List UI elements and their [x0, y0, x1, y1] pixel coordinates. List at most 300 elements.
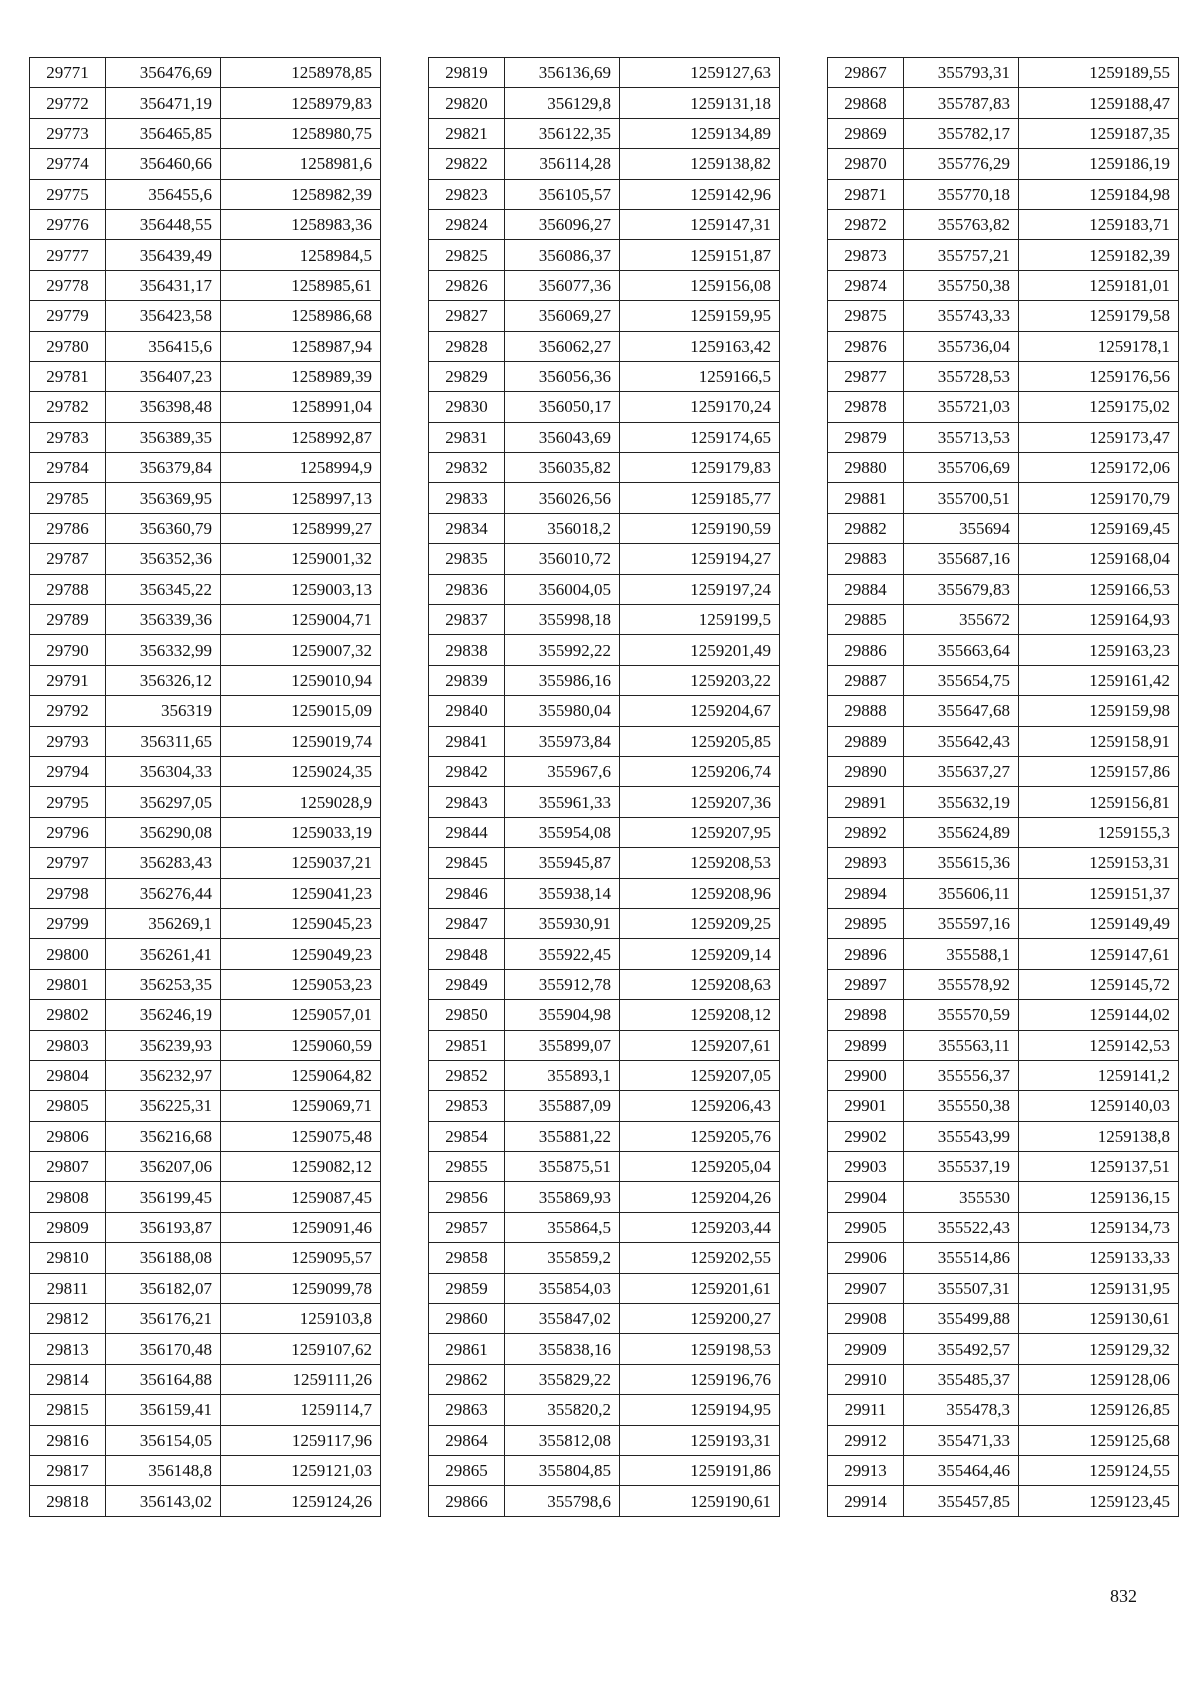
point-number-cell: 29884 — [828, 574, 904, 604]
table-row — [30, 1243, 381, 1273]
table-row — [429, 1000, 780, 1030]
table-row — [30, 605, 381, 635]
x-coordinate-cell: 355624,89 — [904, 817, 1019, 847]
y-coordinate-cell: 1259170,79 — [1019, 483, 1179, 513]
y-coordinate-cell: 1259197,24 — [620, 574, 780, 604]
point-number-cell: 29780 — [30, 331, 106, 361]
point-number-cell: 29894 — [828, 878, 904, 908]
y-coordinate-cell: 1259194,95 — [620, 1395, 780, 1425]
table-row — [429, 726, 780, 756]
x-coordinate-cell: 356225,31 — [106, 1091, 221, 1121]
table-row — [828, 878, 1179, 908]
x-coordinate-cell: 356062,27 — [505, 331, 620, 361]
x-coordinate-cell: 355961,33 — [505, 787, 620, 817]
point-number-cell: 29899 — [828, 1030, 904, 1060]
point-number-cell: 29792 — [30, 696, 106, 726]
y-coordinate-cell: 1259161,42 — [1019, 665, 1179, 695]
point-number-cell: 29844 — [429, 817, 505, 847]
y-coordinate-cell: 1259169,45 — [1019, 513, 1179, 543]
y-coordinate-cell: 1259111,26 — [221, 1364, 381, 1394]
point-number-cell: 29857 — [429, 1212, 505, 1242]
y-coordinate-cell: 1259124,26 — [221, 1486, 381, 1516]
point-number-cell: 29804 — [30, 1060, 106, 1090]
table-row — [828, 361, 1179, 391]
point-number-cell: 29912 — [828, 1425, 904, 1455]
table-row — [30, 1030, 381, 1060]
x-coordinate-cell: 355922,45 — [505, 939, 620, 969]
y-coordinate-cell: 1259133,33 — [1019, 1243, 1179, 1273]
point-number-cell: 29807 — [30, 1152, 106, 1182]
x-coordinate-cell: 355829,22 — [505, 1364, 620, 1394]
x-coordinate-cell: 356246,19 — [106, 1000, 221, 1030]
table-row — [429, 1091, 780, 1121]
table-row — [828, 1273, 1179, 1303]
x-coordinate-cell: 355578,92 — [904, 969, 1019, 999]
y-coordinate-cell: 1259196,76 — [620, 1364, 780, 1394]
y-coordinate-cell: 1259201,49 — [620, 635, 780, 665]
y-coordinate-cell: 1259121,03 — [221, 1455, 381, 1485]
point-number-cell: 29856 — [429, 1182, 505, 1212]
table-row — [30, 453, 381, 483]
y-coordinate-cell: 1259129,32 — [1019, 1334, 1179, 1364]
x-coordinate-cell: 355728,53 — [904, 361, 1019, 391]
x-coordinate-cell: 355776,29 — [904, 149, 1019, 179]
table-row — [828, 331, 1179, 361]
point-number-cell: 29786 — [30, 513, 106, 543]
table-row — [429, 574, 780, 604]
x-coordinate-cell: 355763,82 — [904, 209, 1019, 239]
table-row — [828, 1000, 1179, 1030]
point-number-cell: 29892 — [828, 817, 904, 847]
x-coordinate-cell: 356143,02 — [106, 1486, 221, 1516]
y-coordinate-cell: 1259203,22 — [620, 665, 780, 695]
point-number-cell: 29782 — [30, 392, 106, 422]
y-coordinate-cell: 1259176,56 — [1019, 361, 1179, 391]
table-row — [429, 1212, 780, 1242]
y-coordinate-cell: 1259049,23 — [221, 939, 381, 969]
table-row — [30, 878, 381, 908]
point-number-cell: 29815 — [30, 1395, 106, 1425]
y-coordinate-cell: 1259198,53 — [620, 1334, 780, 1364]
table-row — [429, 392, 780, 422]
y-coordinate-cell: 1259153,31 — [1019, 848, 1179, 878]
x-coordinate-cell: 355507,31 — [904, 1273, 1019, 1303]
y-coordinate-cell: 1259114,7 — [221, 1395, 381, 1425]
point-number-cell: 29823 — [429, 179, 505, 209]
table-row — [30, 817, 381, 847]
point-number-cell: 29902 — [828, 1121, 904, 1151]
x-coordinate-cell: 356105,57 — [505, 179, 620, 209]
x-coordinate-cell: 355757,21 — [904, 240, 1019, 270]
x-coordinate-cell: 356216,68 — [106, 1121, 221, 1151]
y-coordinate-cell: 1259019,74 — [221, 726, 381, 756]
y-coordinate-cell: 1259141,2 — [1019, 1060, 1179, 1090]
x-coordinate-cell: 355893,1 — [505, 1060, 620, 1090]
table-row — [828, 605, 1179, 635]
y-coordinate-cell: 1259202,55 — [620, 1243, 780, 1273]
x-coordinate-cell: 356332,99 — [106, 635, 221, 665]
y-coordinate-cell: 1259184,98 — [1019, 179, 1179, 209]
point-number-cell: 29836 — [429, 574, 505, 604]
point-number-cell: 29872 — [828, 209, 904, 239]
x-coordinate-cell: 356056,36 — [505, 361, 620, 391]
x-coordinate-cell: 356069,27 — [505, 301, 620, 331]
point-number-cell: 29889 — [828, 726, 904, 756]
point-number-cell: 29877 — [828, 361, 904, 391]
y-coordinate-cell: 1259209,25 — [620, 908, 780, 938]
point-number-cell: 29820 — [429, 88, 505, 118]
table-row — [30, 939, 381, 969]
point-number-cell: 29871 — [828, 179, 904, 209]
point-number-cell: 29908 — [828, 1304, 904, 1334]
x-coordinate-cell: 355770,18 — [904, 179, 1019, 209]
point-number-cell: 29805 — [30, 1091, 106, 1121]
point-number-cell: 29848 — [429, 939, 505, 969]
y-coordinate-cell: 1259199,5 — [620, 605, 780, 635]
x-coordinate-cell: 356077,36 — [505, 270, 620, 300]
table-row — [429, 1334, 780, 1364]
table-row — [30, 118, 381, 148]
x-coordinate-cell: 356043,69 — [505, 422, 620, 452]
point-number-cell: 29829 — [429, 361, 505, 391]
y-coordinate-cell: 1259187,35 — [1019, 118, 1179, 148]
x-coordinate-cell: 355713,53 — [904, 422, 1019, 452]
point-number-cell: 29799 — [30, 908, 106, 938]
table-row — [828, 574, 1179, 604]
point-number-cell: 29897 — [828, 969, 904, 999]
point-number-cell: 29846 — [429, 878, 505, 908]
y-coordinate-cell: 1259037,21 — [221, 848, 381, 878]
point-number-cell: 29831 — [429, 422, 505, 452]
table-row — [429, 88, 780, 118]
point-number-cell: 29881 — [828, 483, 904, 513]
point-number-cell: 29867 — [828, 58, 904, 88]
point-number-cell: 29779 — [30, 301, 106, 331]
y-coordinate-cell: 1259182,39 — [1019, 240, 1179, 270]
y-coordinate-cell: 1259208,63 — [620, 969, 780, 999]
y-coordinate-cell: 1259179,58 — [1019, 301, 1179, 331]
y-coordinate-cell: 1259124,55 — [1019, 1455, 1179, 1485]
point-number-cell: 29874 — [828, 270, 904, 300]
table-row — [429, 878, 780, 908]
x-coordinate-cell: 355859,2 — [505, 1243, 620, 1273]
y-coordinate-cell: 1259204,67 — [620, 696, 780, 726]
x-coordinate-cell: 356170,48 — [106, 1334, 221, 1364]
y-coordinate-cell: 1259190,59 — [620, 513, 780, 543]
point-number-cell: 29843 — [429, 787, 505, 817]
y-coordinate-cell: 1259189,55 — [1019, 58, 1179, 88]
y-coordinate-cell: 1259142,96 — [620, 179, 780, 209]
x-coordinate-cell: 355992,22 — [505, 635, 620, 665]
y-coordinate-cell: 1258989,39 — [221, 361, 381, 391]
table-row — [30, 756, 381, 786]
coordinate-table-2 — [428, 57, 780, 1517]
table-row — [828, 58, 1179, 88]
y-coordinate-cell: 1259128,06 — [1019, 1364, 1179, 1394]
point-number-cell: 29840 — [429, 696, 505, 726]
x-coordinate-cell: 356311,65 — [106, 726, 221, 756]
table-row — [30, 1425, 381, 1455]
x-coordinate-cell: 355787,83 — [904, 88, 1019, 118]
point-number-cell: 29847 — [429, 908, 505, 938]
y-coordinate-cell: 1259015,09 — [221, 696, 381, 726]
y-coordinate-cell: 1259145,72 — [1019, 969, 1179, 999]
coordinate-table-1 — [29, 57, 381, 1517]
point-number-cell: 29845 — [429, 848, 505, 878]
x-coordinate-cell: 355881,22 — [505, 1121, 620, 1151]
point-number-cell: 29879 — [828, 422, 904, 452]
point-number-cell: 29777 — [30, 240, 106, 270]
x-coordinate-cell: 355663,64 — [904, 635, 1019, 665]
table-row — [30, 1364, 381, 1394]
y-coordinate-cell: 1259130,61 — [1019, 1304, 1179, 1334]
table-row — [429, 1364, 780, 1394]
point-number-cell: 29849 — [429, 969, 505, 999]
point-number-cell: 29887 — [828, 665, 904, 695]
table-row — [30, 1182, 381, 1212]
table-row — [828, 1304, 1179, 1334]
point-number-cell: 29875 — [828, 301, 904, 331]
table-row — [30, 908, 381, 938]
x-coordinate-cell: 356297,05 — [106, 787, 221, 817]
point-number-cell: 29819 — [429, 58, 505, 88]
y-coordinate-cell: 1259007,32 — [221, 635, 381, 665]
table-row — [30, 1152, 381, 1182]
table-row — [30, 301, 381, 331]
table-row — [30, 1304, 381, 1334]
x-coordinate-cell: 355632,19 — [904, 787, 1019, 817]
table-row — [828, 1455, 1179, 1485]
point-number-cell: 29827 — [429, 301, 505, 331]
y-coordinate-cell: 1259157,86 — [1019, 756, 1179, 786]
x-coordinate-cell: 356398,48 — [106, 392, 221, 422]
x-coordinate-cell: 355687,16 — [904, 544, 1019, 574]
x-coordinate-cell: 356448,55 — [106, 209, 221, 239]
x-coordinate-cell: 356253,35 — [106, 969, 221, 999]
x-coordinate-cell: 355706,69 — [904, 453, 1019, 483]
table-row — [429, 817, 780, 847]
point-number-cell: 29783 — [30, 422, 106, 452]
y-coordinate-cell: 1259208,12 — [620, 1000, 780, 1030]
y-coordinate-cell: 1259001,32 — [221, 544, 381, 574]
y-coordinate-cell: 1259209,14 — [620, 939, 780, 969]
x-coordinate-cell: 356415,6 — [106, 331, 221, 361]
table-row — [30, 574, 381, 604]
point-number-cell: 29834 — [429, 513, 505, 543]
table-row — [429, 1030, 780, 1060]
y-coordinate-cell: 1259103,8 — [221, 1304, 381, 1334]
x-coordinate-cell: 355820,2 — [505, 1395, 620, 1425]
y-coordinate-cell: 1258992,87 — [221, 422, 381, 452]
table-row — [828, 1121, 1179, 1151]
table-row — [30, 1121, 381, 1151]
y-coordinate-cell: 1259181,01 — [1019, 270, 1179, 300]
point-number-cell: 29893 — [828, 848, 904, 878]
point-number-cell: 29860 — [429, 1304, 505, 1334]
x-coordinate-cell: 356148,8 — [106, 1455, 221, 1485]
y-coordinate-cell: 1258983,36 — [221, 209, 381, 239]
table-row — [828, 179, 1179, 209]
y-coordinate-cell: 1259053,23 — [221, 969, 381, 999]
y-coordinate-cell: 1259194,27 — [620, 544, 780, 574]
x-coordinate-cell: 356423,58 — [106, 301, 221, 331]
point-number-cell: 29837 — [429, 605, 505, 635]
x-coordinate-cell: 356352,36 — [106, 544, 221, 574]
table-row — [429, 1425, 780, 1455]
table-row — [429, 544, 780, 574]
point-number-cell: 29806 — [30, 1121, 106, 1151]
table-row — [429, 1395, 780, 1425]
x-coordinate-cell: 355912,78 — [505, 969, 620, 999]
point-number-cell: 29913 — [828, 1455, 904, 1485]
x-coordinate-cell: 355945,87 — [505, 848, 620, 878]
x-coordinate-cell: 355471,33 — [904, 1425, 1019, 1455]
x-coordinate-cell: 355485,37 — [904, 1364, 1019, 1394]
x-coordinate-cell: 356471,19 — [106, 88, 221, 118]
x-coordinate-cell: 356360,79 — [106, 513, 221, 543]
table-row — [429, 787, 780, 817]
point-number-cell: 29878 — [828, 392, 904, 422]
x-coordinate-cell: 355854,03 — [505, 1273, 620, 1303]
x-coordinate-cell: 356407,23 — [106, 361, 221, 391]
table-row — [429, 1455, 780, 1485]
point-number-cell: 29838 — [429, 635, 505, 665]
point-number-cell: 29890 — [828, 756, 904, 786]
table-row — [429, 483, 780, 513]
x-coordinate-cell: 356345,22 — [106, 574, 221, 604]
point-number-cell: 29787 — [30, 544, 106, 574]
table-row — [828, 1060, 1179, 1090]
point-number-cell: 29798 — [30, 878, 106, 908]
x-coordinate-cell: 355647,68 — [904, 696, 1019, 726]
x-coordinate-cell: 356086,37 — [505, 240, 620, 270]
y-coordinate-cell: 1259125,68 — [1019, 1425, 1179, 1455]
table-row — [828, 513, 1179, 543]
x-coordinate-cell: 355522,43 — [904, 1212, 1019, 1242]
table-row — [828, 270, 1179, 300]
y-coordinate-cell: 1259134,89 — [620, 118, 780, 148]
point-number-cell: 29866 — [429, 1486, 505, 1516]
table-row — [30, 422, 381, 452]
table-row — [429, 513, 780, 543]
table-row — [828, 118, 1179, 148]
x-coordinate-cell: 355478,3 — [904, 1395, 1019, 1425]
table-row — [828, 726, 1179, 756]
point-number-cell: 29851 — [429, 1030, 505, 1060]
point-number-cell: 29852 — [429, 1060, 505, 1090]
point-number-cell: 29794 — [30, 756, 106, 786]
point-number-cell: 29855 — [429, 1152, 505, 1182]
point-number-cell: 29870 — [828, 149, 904, 179]
point-number-cell: 29833 — [429, 483, 505, 513]
table-row — [30, 1091, 381, 1121]
point-number-cell: 29830 — [429, 392, 505, 422]
table-row — [828, 422, 1179, 452]
y-coordinate-cell: 1259138,8 — [1019, 1121, 1179, 1151]
y-coordinate-cell: 1259136,15 — [1019, 1182, 1179, 1212]
point-number-cell: 29898 — [828, 1000, 904, 1030]
y-coordinate-cell: 1259201,61 — [620, 1273, 780, 1303]
y-coordinate-cell: 1259099,78 — [221, 1273, 381, 1303]
x-coordinate-cell: 356369,95 — [106, 483, 221, 513]
x-coordinate-cell: 355798,6 — [505, 1486, 620, 1516]
y-coordinate-cell: 1259075,48 — [221, 1121, 381, 1151]
table-row — [429, 1182, 780, 1212]
x-coordinate-cell: 356326,12 — [106, 665, 221, 695]
point-number-cell: 29882 — [828, 513, 904, 543]
table-row — [828, 392, 1179, 422]
point-number-cell: 29863 — [429, 1395, 505, 1425]
table-row — [429, 179, 780, 209]
x-coordinate-cell: 355537,19 — [904, 1152, 1019, 1182]
point-number-cell: 29796 — [30, 817, 106, 847]
point-number-cell: 29812 — [30, 1304, 106, 1334]
point-number-cell: 29828 — [429, 331, 505, 361]
table-row — [828, 1334, 1179, 1364]
y-coordinate-cell: 1259207,61 — [620, 1030, 780, 1060]
x-coordinate-cell: 356018,2 — [505, 513, 620, 543]
table-row — [30, 331, 381, 361]
table-row — [429, 696, 780, 726]
x-coordinate-cell: 356389,35 — [106, 422, 221, 452]
y-coordinate-cell: 1259041,23 — [221, 878, 381, 908]
point-number-cell: 29868 — [828, 88, 904, 118]
point-number-cell: 29853 — [429, 1091, 505, 1121]
x-coordinate-cell: 356004,05 — [505, 574, 620, 604]
point-number-cell: 29781 — [30, 361, 106, 391]
table-row — [828, 665, 1179, 695]
x-coordinate-cell: 355967,6 — [505, 756, 620, 786]
table-row — [429, 939, 780, 969]
x-coordinate-cell: 356010,72 — [505, 544, 620, 574]
table-row — [429, 301, 780, 331]
x-coordinate-cell: 355642,43 — [904, 726, 1019, 756]
table-row — [429, 1152, 780, 1182]
table-row — [828, 817, 1179, 847]
point-number-cell: 29896 — [828, 939, 904, 969]
y-coordinate-cell: 1258978,85 — [221, 58, 381, 88]
x-coordinate-cell: 355700,51 — [904, 483, 1019, 513]
table-row — [429, 361, 780, 391]
x-coordinate-cell: 355457,85 — [904, 1486, 1019, 1516]
y-coordinate-cell: 1259208,53 — [620, 848, 780, 878]
y-coordinate-cell: 1259024,35 — [221, 756, 381, 786]
point-number-cell: 29842 — [429, 756, 505, 786]
table-row — [828, 848, 1179, 878]
point-number-cell: 29911 — [828, 1395, 904, 1425]
table-row — [429, 118, 780, 148]
x-coordinate-cell: 356239,93 — [106, 1030, 221, 1060]
table-row — [429, 969, 780, 999]
y-coordinate-cell: 1259057,01 — [221, 1000, 381, 1030]
point-number-cell: 29810 — [30, 1243, 106, 1273]
table-row — [828, 1364, 1179, 1394]
point-number-cell: 29801 — [30, 969, 106, 999]
table-row — [828, 696, 1179, 726]
point-number-cell: 29795 — [30, 787, 106, 817]
y-coordinate-cell: 1259206,74 — [620, 756, 780, 786]
y-coordinate-cell: 1259095,57 — [221, 1243, 381, 1273]
table-row — [828, 1152, 1179, 1182]
y-coordinate-cell: 1259155,3 — [1019, 817, 1179, 847]
x-coordinate-cell: 356154,05 — [106, 1425, 221, 1455]
table-row — [429, 270, 780, 300]
point-number-cell: 29803 — [30, 1030, 106, 1060]
point-number-cell: 29880 — [828, 453, 904, 483]
y-coordinate-cell: 1259010,94 — [221, 665, 381, 695]
point-number-cell: 29817 — [30, 1455, 106, 1485]
y-coordinate-cell: 1259087,45 — [221, 1182, 381, 1212]
